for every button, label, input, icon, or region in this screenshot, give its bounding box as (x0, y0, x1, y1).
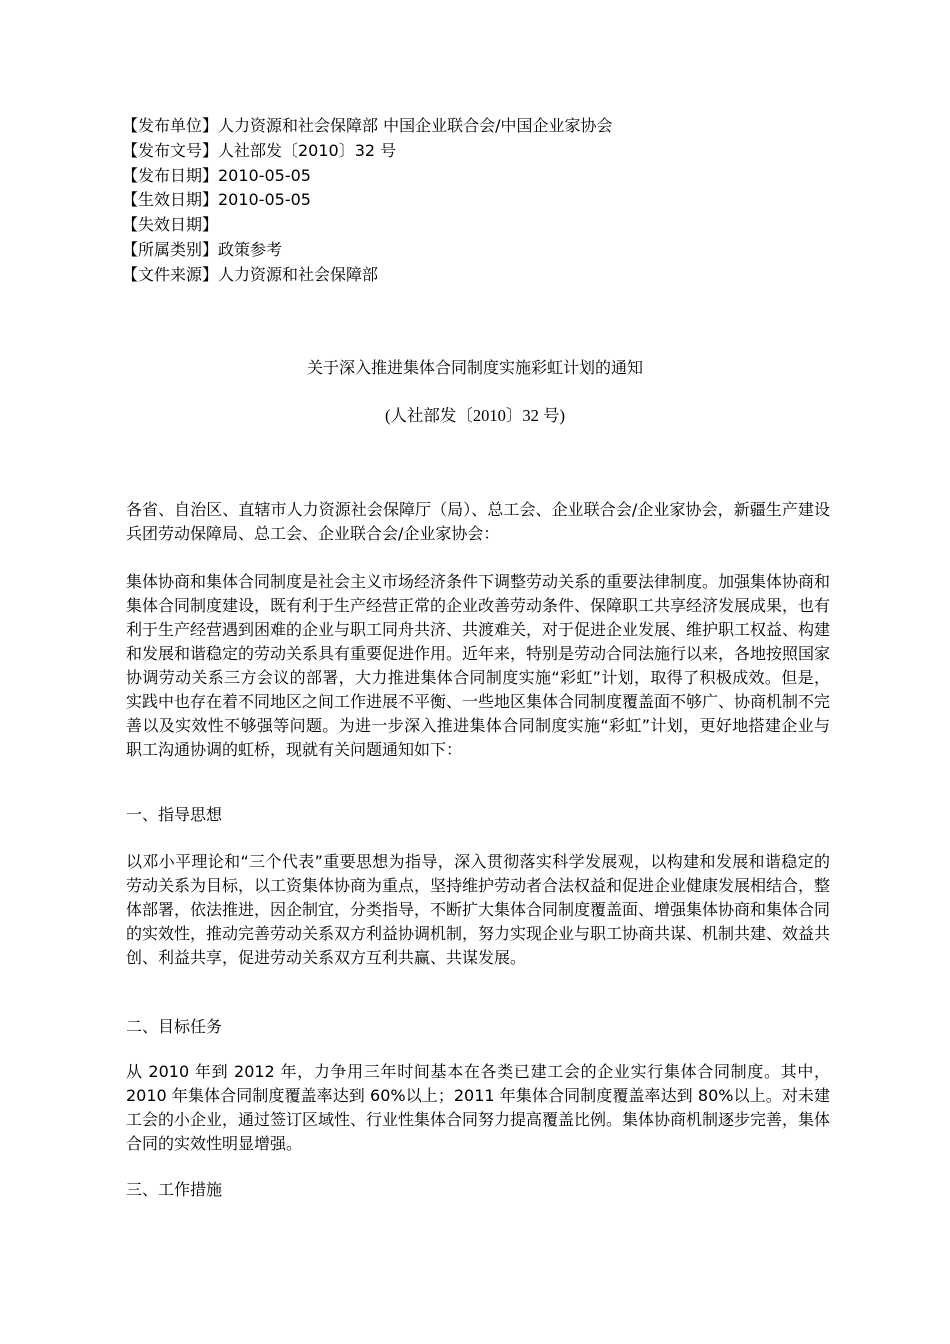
meta-publish-date: 【发布日期】2010-05-05 (122, 165, 311, 185)
document-metadata (122, 114, 842, 288)
meta-category: 【所属类别】政策参考 (122, 239, 283, 259)
section-heading-guiding-thought: 一、指导思想 (126, 805, 223, 824)
meta-doc-number: 【发布文号】人社部发〔2010〕32 号 (122, 140, 397, 160)
section-goals-text: 从 2010 年到 2012 年，力争用三年时间基本在各类已建工会的企业实行集体合同制度。其中，2010 年集体合同制度覆盖率达到 60%以上；2011 年集体合同制度覆盖率达到 80%以上。对未建工会的小企业，通过签订区域性、行业性集体合同努力提高覆盖比例。集体协商机制逐步完善，集体合同的实效性明显增强。 (126, 1062, 831, 1153)
document-subtitle: (人社部发〔2010〕32 号) (384, 406, 566, 425)
addressees-paragraph: 各省、自治区、直辖市人力资源社会保障厅（局）、总工会、企业联合会/企业家协会，新疆生产建设兵团劳动保障局、总工会、企业联合会/企业家协会： (126, 500, 830, 543)
meta-publisher: 【发布单位】人力资源和社会保障部 中国企业联合会/中国企业家协会 (122, 116, 613, 135)
meta-source: 【文件来源】人力资源和社会保障部 (122, 264, 379, 284)
intro-paragraph: 集体协商和集体合同制度是社会主义市场经济条件下调整劳动关系的重要法律制度。加强集体协商和集体合同制度建设，既有利于生产经营正常的企业改善劳动条件、保障职工共享经济发展成果，也有利于生产经营遇到困难的企业与职工同舟共济、共渡难关，对于促进企业发展、维护职工权益、构建和发展和谐稳定的劳动关系具有重要促进作用。近年来，特别是劳动合同法施行以来，各地按照国家协调劳动关系三方会议的部署，大力推进集体合同制度实施“彩虹”计划，取得了积极成效。但是，实践中也存在着不同地区之间工作进展不平衡、一些地区集体合同制度覆盖面不够广、协商机制不完善以及实效性不够强等问题。为进一步深入推进集体合同制度实施“彩虹”计划，更好地搭建企业与职工沟通协调的虹桥，现就有关问题通知如下： (126, 572, 831, 759)
meta-effective-date: 【生效日期】2010-05-05 (122, 190, 311, 210)
document-title: 关于深入推进集体合同制度实施彩虹计划的通知 (306, 358, 643, 377)
section-heading-goals: 二、目标任务 (126, 1017, 223, 1036)
section-heading-measures: 三、工作措施 (126, 1180, 223, 1199)
meta-expiry-date: 【失效日期】 (122, 215, 219, 235)
section-guiding-thought-text: 以邓小平理论和“三个代表”重要思想为指导，深入贯彻落实科学发展观，以构建和发展和谐稳定的劳动关系为目标，以工资集体协商为重点，坚持维护劳动者合法权益和促进企业健康发展相结合，整体部署，依法推进，因企制宜，分类指导，不断扩大集体合同制度覆盖面、增强集体协商和集体合同的实效性，推动完善劳动关系双方利益协调机制，努力实现企业与职工协商共谋、机制共建、效益共创、利益共享，促进劳动关系双方互利共赢、共谋发展。 (126, 852, 831, 967)
